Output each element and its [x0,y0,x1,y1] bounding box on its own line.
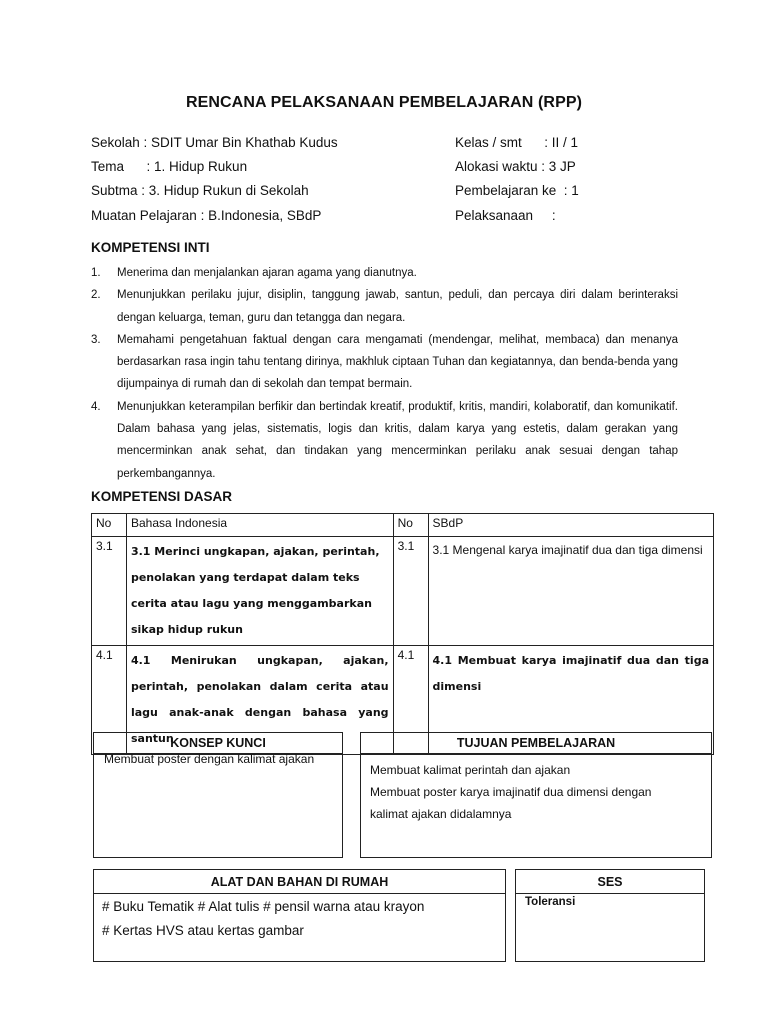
row-bahasa-indonesia: 4.1 Menirukan ungkapan, ajakan, perintah, penolakan dalam cerita atau lagu anak-anak dengan bahasa yang santun [126,646,393,755]
tujuan-heading: TUJUAN PEMBELAJARAN [361,733,711,754]
table-header-row [92,514,714,537]
konsep-kunci-text: Membuat poster dengan kalimat ajakan [104,752,315,766]
header-sbdp: SBdP [428,514,713,537]
header-no-2: No [393,514,428,537]
header-no-1: No [92,514,127,537]
konsep-kunci-box [93,732,343,858]
alat-bahan-line-1: # Buku Tematik # Alat tulis # pensil warna atau krayon [102,899,425,914]
meta-tema: Tema : 1. Hidup Rukun [91,159,248,174]
meta-sekolah: Sekolah : SDIT Umar Bin Khathab Kudus [91,135,338,150]
alat-bahan-heading: ALAT DAN BAHAN DI RUMAH [94,870,505,894]
alat-bahan-box [93,869,506,962]
list-item-number: 1. [91,267,101,279]
list-item-text: Menunjukkan perilaku jujur, disiplin, tanggung jawab, santun, peduli, dan percaya diri dalam berinteraksi dengan keluarga, teman, guru dan tetangga dan negara. [117,289,678,324]
kompetensi-inti-list [91,262,678,485]
row-bahasa-indonesia: 3.1 Merinci ungkapan, ajakan, perintah, penolakan yang terdapat dalam teks cerita atau lagu yang menggambarkan sikap hidup rukun [126,537,393,646]
kompetensi-dasar-heading: KOMPETENSI DASAR [91,489,233,504]
list-item [91,284,678,329]
ses-box [515,869,705,962]
meta-kelas: Kelas / smt : II / 1 [455,135,579,150]
tujuan-line-2: Membuat poster karya imajinatif dua dimensi dengan kalimat ajakan didalamnya [370,785,652,821]
document-title: RENCANA PELAKSANAAN PEMBELAJARAN (RPP) [185,94,583,111]
list-item [91,396,678,485]
list-item [91,262,678,284]
row-sbdp: 3.1 Mengenal karya imajinatif dua dan tiga dimensi [428,537,713,646]
alat-bahan-line-2: # Kertas HVS atau kertas gambar [102,923,304,938]
row-no-2: 3.1 [393,537,428,646]
meta-muatan: Muatan Pelajaran : B.Indonesia, SBdP [91,208,322,223]
table-row [92,537,714,646]
ses-text: Toleransi [525,896,576,908]
list-item-text: Menunjukkan keterampilan berfikir dan bertindak kreatif, produktif, kritis, mandiri, kolaboratif, dan komunikatif. Dalam bahasa yang jelas, sistematis, logis dan kritis, dalam karya yang estetis, dalam gerakan yang mencerminkan anak sehat, dan tindakan yang mencerminkan perilaku anak sesuai dengan tahap perkembangannya. [117,400,678,480]
list-item [91,329,678,396]
list-item-number: 3. [91,333,101,346]
list-item-text: Memahami pengetahuan faktual dengan cara mengamati (mendengar, melihat, membaca) dan menanya berdasarkan rasa ingin tahu tentang dirinya, makhluk ciptaan Tuhan dan kegiatannya, dan benda-benda yang dijumpainya di rumah dan di sekolah dan tempat bermain. [117,333,678,391]
konsep-kunci-heading: KONSEP KUNCI [94,733,342,754]
row-no-2: 4.1 [393,646,428,755]
meta-pembelajaran: Pembelajaran ke : 1 [455,183,579,198]
row-no-1: 4.1 [92,646,127,755]
list-item-number: 2. [91,289,101,302]
meta-subtema: Subtma : 3. Hidup Rukun di Sekolah [91,183,309,198]
tujuan-box [360,732,712,858]
list-item-text: Menerima dan menjalankan ajaran agama yang dianutnya. [117,267,417,279]
header-bahasa-indonesia: Bahasa Indonesia [126,514,393,537]
meta-alokasi: Alokasi waktu : 3 JP [455,159,576,174]
ses-heading: SES [516,870,704,894]
kompetensi-dasar-table [91,513,714,755]
row-no-1: 3.1 [92,537,127,646]
meta-pelaksanaan: Pelaksanaan : [455,208,556,223]
kompetensi-inti-heading: KOMPETENSI INTI [91,240,210,255]
row-sbdp: 4.1 Membuat karya imajinatif dua dan tiga dimensi [428,646,713,755]
list-item-number: 4. [91,400,101,413]
tujuan-line-1: Membuat kalimat perintah dan ajakan [370,763,571,777]
